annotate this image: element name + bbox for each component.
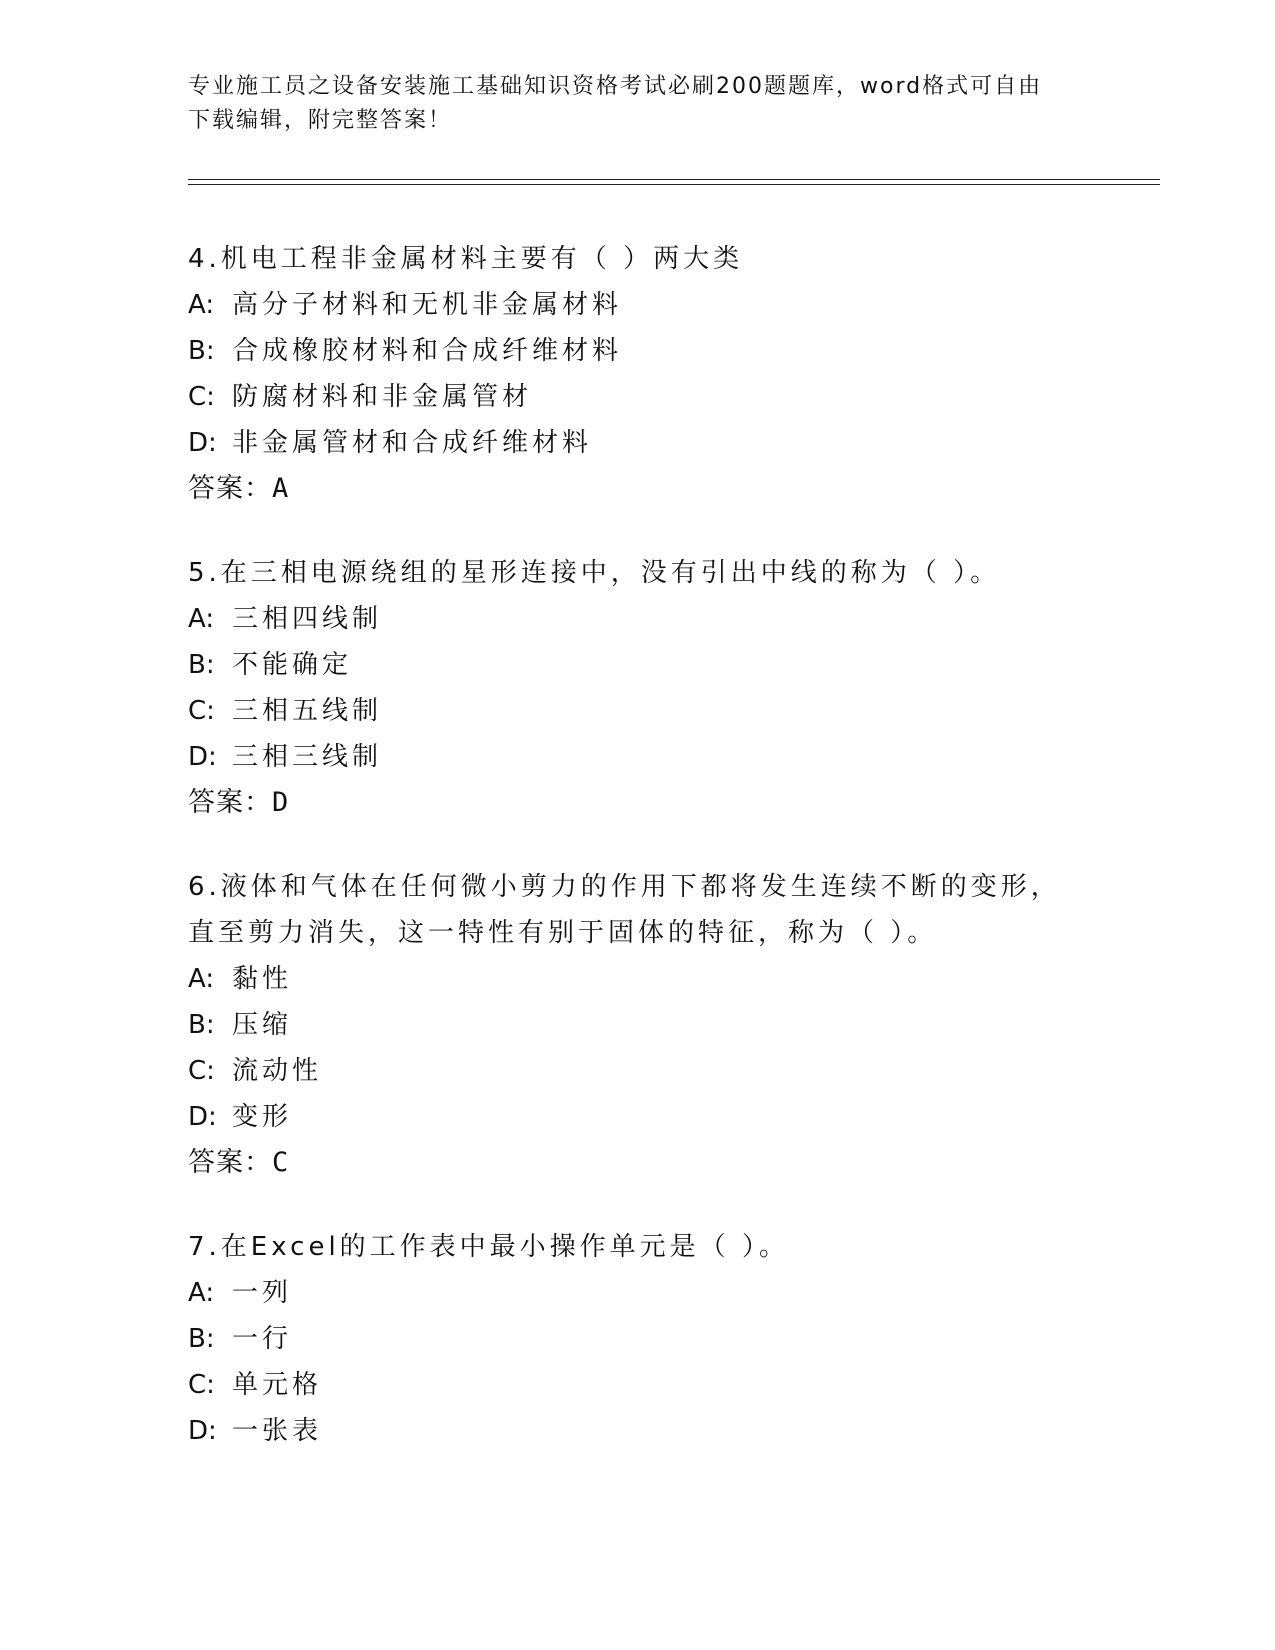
option-text: 非金属管材和合成纤维材料: [232, 428, 593, 458]
option-text: 黏性: [232, 964, 293, 994]
option-b: [188, 328, 1088, 374]
option-letter: C:: [188, 1056, 215, 1086]
answer-label: 答案：: [188, 787, 272, 818]
option-d: [188, 734, 1088, 780]
option-letter: A:: [188, 290, 215, 320]
option-c: [188, 374, 1088, 420]
option-letter: B:: [188, 1010, 215, 1040]
option-text: 三相四线制: [232, 604, 383, 634]
option-text: 压缩: [232, 1010, 293, 1040]
option-letter: C:: [188, 696, 215, 726]
option-letter: D:: [188, 428, 217, 458]
header-divider-top: [188, 179, 1160, 180]
answer-line: [188, 1140, 1088, 1186]
option-text: 三相三线制: [232, 742, 383, 772]
question-stem: 7.在Excel的工作表中最小操作单元是（ ）。: [188, 1232, 789, 1262]
answer-line: [188, 780, 1088, 826]
option-letter: B:: [188, 336, 215, 366]
option-letter: B:: [188, 650, 215, 680]
answer-value: A: [272, 473, 290, 504]
answer-line: [188, 466, 1088, 512]
option-text: 一行: [232, 1324, 293, 1354]
header-line-1: 专业施工员之设备安装施工基础知识资格考试必刷200题题库，word格式可自由: [188, 74, 1043, 99]
option-a: [188, 596, 1088, 642]
option-a: [188, 956, 1088, 1002]
option-text: 防腐材料和非金属管材: [232, 382, 533, 412]
option-text: 不能确定: [232, 650, 353, 680]
option-c: [188, 1048, 1088, 1094]
question-7: [188, 1224, 1088, 1454]
question-4: [188, 236, 1088, 512]
option-b: [188, 1316, 1088, 1362]
option-text: 高分子材料和无机非金属材料: [232, 290, 623, 320]
option-letter: D:: [188, 1416, 217, 1446]
question-6: [188, 864, 1088, 1186]
option-c: [188, 1362, 1088, 1408]
option-text: 一列: [232, 1278, 293, 1308]
answer-label: 答案：: [188, 473, 272, 504]
option-a: [188, 282, 1088, 328]
answer-value: C: [272, 1147, 290, 1178]
document-header: [188, 70, 1088, 138]
header-line-2: 下载编辑，附完整答案！: [188, 108, 453, 133]
question-stem: 4.机电工程非金属材料主要有（ ）两大类: [188, 244, 744, 274]
option-d: [188, 1408, 1088, 1454]
question-stem: 5.在三相电源绕组的星形连接中，没有引出中线的称为（ ）。: [188, 558, 1001, 588]
option-b: [188, 1002, 1088, 1048]
option-b: [188, 642, 1088, 688]
option-d: [188, 420, 1088, 466]
option-letter: B:: [188, 1324, 215, 1354]
answer-value: D: [272, 787, 290, 818]
option-letter: D:: [188, 742, 217, 772]
option-text: 一张表: [232, 1416, 323, 1446]
option-d: [188, 1094, 1088, 1140]
option-letter: A:: [188, 1278, 215, 1308]
option-c: [188, 688, 1088, 734]
option-letter: A:: [188, 964, 215, 994]
question-list: [188, 236, 1088, 1492]
option-text: 变形: [232, 1102, 293, 1132]
option-letter: C:: [188, 382, 215, 412]
option-letter: D:: [188, 1102, 217, 1132]
answer-label: 答案：: [188, 1147, 272, 1178]
question-5: [188, 550, 1088, 826]
option-text: 合成橡胶材料和合成纤维材料: [232, 336, 623, 366]
option-text: 单元格: [232, 1370, 323, 1400]
header-divider-bottom: [188, 184, 1160, 185]
option-text: 流动性: [232, 1056, 323, 1086]
option-letter: A:: [188, 604, 215, 634]
option-text: 三相五线制: [232, 696, 383, 726]
question-stem: 6.液体和气体在任何微小剪力的作用下都将发生连续不断的变形，直至剪力消失，这一特性有别于固体的特征，称为（ ）。: [188, 872, 1061, 948]
option-a: [188, 1270, 1088, 1316]
option-letter: C:: [188, 1370, 215, 1400]
